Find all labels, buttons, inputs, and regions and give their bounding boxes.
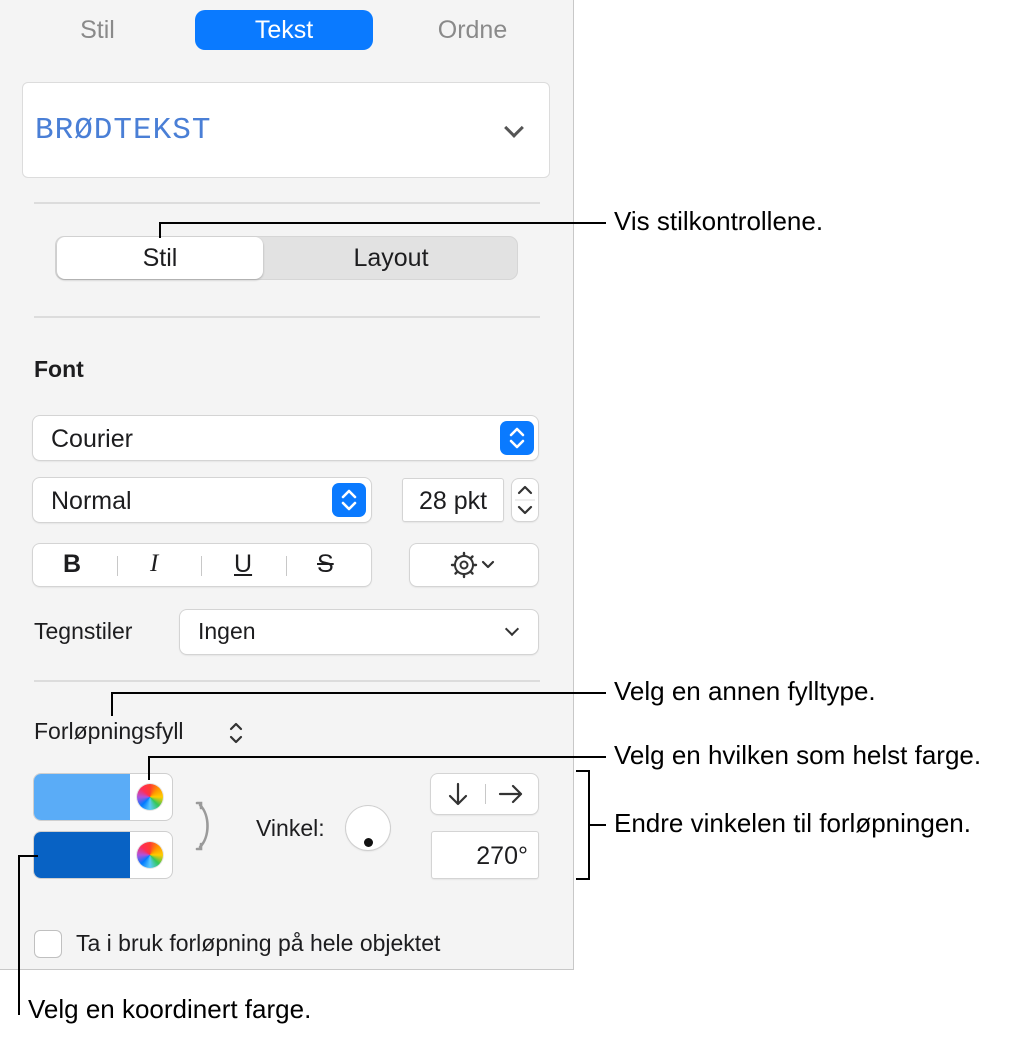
- callout-leader: [111, 692, 113, 716]
- underline-button[interactable]: U: [234, 550, 253, 578]
- angle-knob[interactable]: [346, 806, 390, 850]
- segment-stil[interactable]: Stil: [57, 237, 263, 279]
- gradient-direction-buttons: [431, 774, 538, 814]
- color-1-swatch: [34, 774, 130, 820]
- style-layout-segmented-control: [55, 236, 518, 280]
- char-styles-value: Ingen: [198, 618, 256, 644]
- tab-tekst[interactable]: Tekst: [195, 10, 373, 50]
- updown-chevron-icon[interactable]: [228, 720, 244, 746]
- arrow-down-icon[interactable]: [445, 782, 471, 806]
- callout-leader: [159, 222, 606, 224]
- font-size-stepper[interactable]: [512, 479, 538, 521]
- gradient-color-2-well[interactable]: [34, 832, 172, 878]
- separator: [286, 556, 287, 576]
- callout-style-controls: Vis stilkontrollene.: [614, 206, 824, 236]
- divider: [34, 316, 540, 318]
- font-family-popup[interactable]: [33, 416, 538, 460]
- callout-fill-type: Velg en annen fylltype.: [614, 676, 876, 706]
- callout-leader: [588, 824, 606, 826]
- italic-button[interactable]: I: [150, 550, 159, 577]
- font-size-value: 28 pkt: [419, 487, 488, 515]
- updown-icon: [332, 483, 366, 517]
- tab-stil[interactable]: Stil: [80, 16, 115, 44]
- separator: [201, 556, 202, 576]
- color-wheel-icon[interactable]: [137, 842, 163, 868]
- callout-leader: [148, 756, 150, 780]
- advanced-options-button[interactable]: [410, 544, 538, 586]
- callout-leader: [111, 692, 606, 694]
- apply-gradient-checkbox[interactable]: [34, 930, 62, 958]
- color-2-swatch: [34, 832, 130, 878]
- callout-leader: [18, 855, 38, 857]
- separator: [117, 556, 118, 576]
- stepper-arrows-icon: [512, 479, 538, 521]
- text-format-buttons: [33, 544, 371, 586]
- chevron-down-icon: [505, 622, 519, 636]
- callout-leader: [159, 222, 161, 238]
- angle-label: Vinkel:: [256, 815, 325, 841]
- tab-ordne[interactable]: Ordne: [437, 16, 508, 44]
- callout-leader: [18, 855, 20, 1015]
- callout-bracket: [576, 770, 590, 772]
- strikethrough-button[interactable]: S: [317, 550, 334, 578]
- callout-angle: Endre vinkelen til forløpningen.: [614, 808, 971, 838]
- font-family-value: Courier: [51, 425, 133, 453]
- callout-any-color: Velg en hvilken som helst farge.: [614, 740, 982, 770]
- font-size-field[interactable]: [403, 479, 503, 521]
- gear-icon: [450, 551, 500, 579]
- char-styles-popup[interactable]: [180, 610, 538, 654]
- knob-indicator: [364, 838, 373, 847]
- apply-gradient-label: Ta i bruk forløpning på hele objektet: [76, 930, 441, 956]
- char-styles-label: Tegnstiler: [34, 618, 133, 644]
- segment-layout[interactable]: Layout: [353, 244, 429, 272]
- bold-button[interactable]: B: [63, 550, 82, 578]
- gradient-color-1-well[interactable]: [34, 774, 172, 820]
- callout-leader: [148, 756, 606, 758]
- divider: [34, 680, 540, 682]
- updown-icon: [500, 421, 534, 455]
- typeface-popup[interactable]: [33, 478, 371, 522]
- angle-value: 270°: [476, 842, 528, 870]
- paragraph-style-popup[interactable]: [22, 82, 550, 178]
- color-wheel-icon[interactable]: [137, 784, 163, 810]
- arrow-right-icon[interactable]: [497, 782, 525, 806]
- font-section-title: Font: [34, 356, 84, 382]
- divider: [34, 202, 540, 204]
- separator: [485, 784, 486, 804]
- callout-bracket: [576, 878, 590, 880]
- fill-type-popup[interactable]: Forløpningsfyll: [34, 718, 184, 744]
- typeface-value: Normal: [51, 487, 132, 515]
- angle-field[interactable]: [432, 832, 538, 878]
- paragraph-style-name: BRØDTEKST: [35, 113, 212, 148]
- swap-colors-icon[interactable]: [194, 797, 216, 855]
- chevron-down-icon: [504, 118, 524, 138]
- callout-coordinated-color: Velg en koordinert farge.: [28, 994, 312, 1024]
